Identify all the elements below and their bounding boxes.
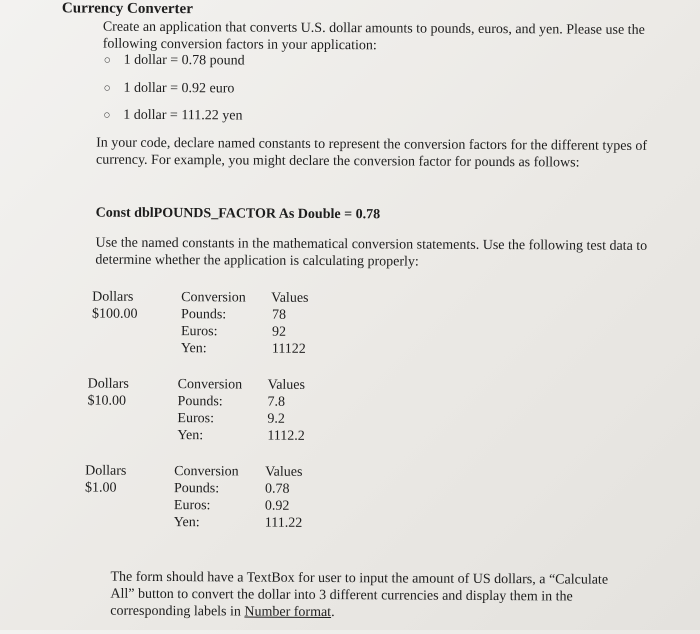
bullet-icon: ○ <box>103 80 111 95</box>
bullet-item <box>103 80 235 98</box>
value-cell: 0.92 <box>264 498 290 514</box>
conversion-header: Conversion <box>181 290 246 306</box>
values-header: Values <box>267 377 306 393</box>
document-title: Currency Converter <box>61 0 193 18</box>
conversion-label: Pounds: <box>173 481 220 497</box>
conversion-label: Yen: <box>180 341 207 357</box>
value-cell: 9.2 <box>267 411 285 427</box>
value-cell: 78 <box>272 307 287 323</box>
values-column <box>265 464 303 532</box>
dollars-column <box>87 376 128 410</box>
closing-text: The form should have a TextBox for user to input the amount of US dollars, a “Calculate All” button to convert the dollar into 3 different currencies and display them in the corresponding labels in <box>110 569 609 620</box>
bullet-icon: ○ <box>103 52 111 67</box>
value-cell: 7.8 <box>267 394 286 410</box>
bullet-icon: ○ <box>103 107 111 122</box>
values-header: Values <box>271 290 309 306</box>
conversion-header: Conversion <box>174 464 239 480</box>
values-header: Values <box>265 464 303 480</box>
bullet-text: 1 dollar = 0.78 pound <box>123 52 245 69</box>
dollars-value: $100.00 <box>92 306 138 322</box>
number-format-link: Number format <box>244 604 332 621</box>
bullet-text: 1 dollar = 111.22 yen <box>123 107 243 124</box>
conversion-column <box>174 463 239 531</box>
conversion-label: Euros: <box>173 498 211 514</box>
values-column <box>271 290 309 358</box>
closing-paragraph <box>110 569 630 623</box>
conversion-column <box>177 376 242 444</box>
value-cell: 111.22 <box>264 515 303 531</box>
conversion-header: Conversion <box>177 377 243 393</box>
conversion-label: Yen: <box>173 515 200 531</box>
dollars-value: $10.00 <box>87 393 127 409</box>
bullet-text: 1 dollar = 0.92 euro <box>123 80 235 97</box>
dollars-column <box>92 289 138 323</box>
conversion-label: Yen: <box>177 428 204 444</box>
code-line: Const dblPOUNDS_FACTOR As Double = 0.78 <box>95 205 381 223</box>
dollars-header: Dollars <box>85 463 127 479</box>
constants-paragraph: In your code, declare named constants to represent the conversion factors for the different types of currency. For example, you might declare the conversion factor for pounds as follows: <box>95 135 648 171</box>
conversion-label: Euros: <box>180 324 218 340</box>
bullet-item <box>103 52 245 70</box>
conversion-label: Pounds: <box>181 307 227 323</box>
closing-period: . <box>331 605 335 621</box>
dollars-value: $1.00 <box>84 480 117 496</box>
value-cell: 92 <box>271 324 287 340</box>
conversion-label: Pounds: <box>177 394 223 410</box>
value-cell: 1112.2 <box>267 428 305 444</box>
dollars-column <box>85 463 126 497</box>
values-column <box>267 377 305 445</box>
value-cell: 11122 <box>271 341 306 357</box>
intro-paragraph: Create an application that converts U.S. dollar amounts to pounds, euros, and yen. Please use the following conversion factors in your application: <box>102 19 645 54</box>
value-cell: 0.78 <box>264 481 290 497</box>
conversion-column <box>181 289 246 357</box>
dollars-header: Dollars <box>92 289 134 305</box>
test-data-paragraph: Use the named constants in the mathematical conversion statements. Use the following test data to determine whether the application is calculating properly: <box>95 235 648 270</box>
dollars-header: Dollars <box>87 376 129 392</box>
conversion-label: Euros: <box>177 411 215 427</box>
bullet-item <box>103 107 243 125</box>
